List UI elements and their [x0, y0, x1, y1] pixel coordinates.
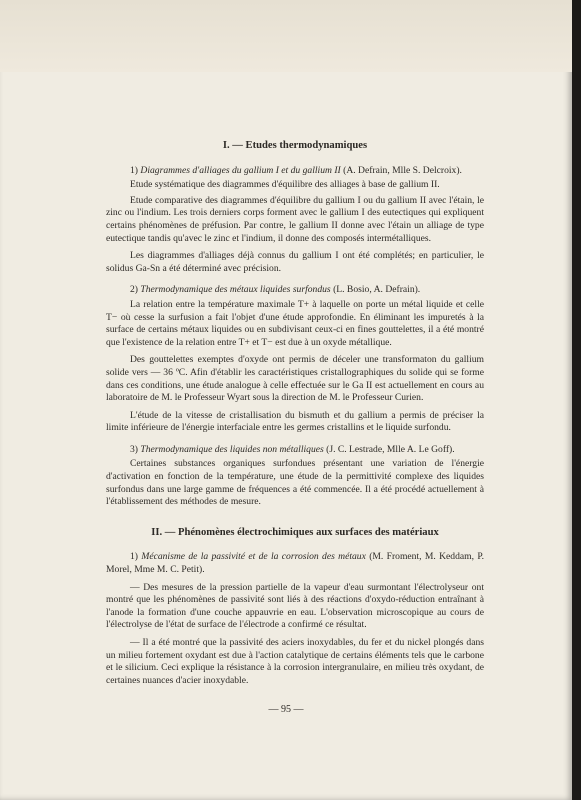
- page-number: — 95 —: [268, 704, 304, 715]
- subsection-1-2-heading: [106, 284, 484, 297]
- paragraph: Etude systématique des diagrammes d'équilibre des alliages à base de gallium II.: [130, 179, 440, 191]
- paragraph: — Des mesures de la pression partielle de la vapeur d'eau surmontant l'électrolyseur ont montré que les phénomènes de passivité sont liés à des réactions d'oxydo-réduction entraînant à l'anode la formation d'une couche appauvrie en eau. L'observation microscopique au cours de l'électrolyse de l'état de surface de l'électrode a confirmé ce résultat.: [106, 581, 484, 631]
- section-2-title: II. — Phénomènes électrochimiques aux surfaces des matériaux: [151, 526, 439, 538]
- subsection-authors: (J. C. Lestrade, Mlle A. Le Goff).: [326, 443, 455, 455]
- paragraph: Etude comparative des diagrammes d'équilibre du gallium I ou du gallium II avec l'étain, le zinc ou l'indium. Les trois derniers corps forment avec le gallium I des eutectiques qui expliquent certains phénomènes de préfusion. Par contre, le gallium II donne avec l'étain un alliage de type eutectique tandis qu'avec le zinc et l'indium, il donne des composés intermétalliques.: [106, 194, 484, 244]
- subsection-title: Mécanisme de la passivité et de la corrosion des métaux: [141, 551, 366, 563]
- subsection-title: Thermodynamique des liquides non métalliques: [140, 443, 324, 455]
- paragraph: Des gouttelettes exemptes d'oxyde ont permis de déceler une transformaton du gallium solide vers — 36 ºC. Afin d'établir les caractéristiques cristallographiques du solide qui se forme dans ces conditions, une étude analogue à celle effectuée sur le Ga II est actuellement en cours au laboratoire de M. le Professeur Wyart sous la direction de M. le Professeur Curien.: [106, 354, 484, 404]
- subsection-1-3-heading: [106, 444, 484, 457]
- subsection-1-1-heading: [106, 165, 484, 178]
- section-1-title: I. — Etudes thermodynamiques: [222, 140, 368, 151]
- text-column: [106, 140, 484, 690]
- subsection-authors: (L. Bosio, A. Defrain).: [333, 284, 421, 296]
- paragraph: — Il a été montré que la passivité des aciers inoxydables, du fer et du nickel plongés dans un milieu fortement oxydant est due à l'action catalytique de certains éléments tels que le carbone et le silicium. Ceci explique la résistance à la corrosion intergranulaire, en milieu très oxydant, de certaines nuances d'acier inoxydable.: [106, 637, 484, 686]
- subsection-title: Thermodynamique des métaux liquides surfondus: [140, 284, 331, 296]
- paragraph: La relation entre la température maximale T+ à laquelle on porte un métal liquide et celle T− où cesse la surfusion a fait l'objet d'une étude approfondie. En éliminant les impuretés à la surface de certains métaux liquides ou en subdivisant ceux-ci en fines gouttelettes, il a été montré que l'existence de la relation entre T+ et T− est due à un oxyde métallique.: [106, 298, 484, 348]
- paragraph: Les diagrammes d'alliages déjà connus du gallium I ont été complétés; en particulier, le solidus Ga-Sn a été déterminé avec précision.: [106, 250, 484, 274]
- paragraph: L'étude de la vitesse de cristallisation du bismuth et du gallium a permis de préciser la limite inférieure de l'énergie interfaciale entre les germes cristallins et le liquide surfondu.: [106, 409, 484, 434]
- subsection-number: 2): [130, 284, 138, 296]
- subsection-number: 1): [130, 551, 138, 563]
- paragraph: Certaines substances organiques surfondues présentant une variation de l'énergie d'activation en fonction de la température, une étude de la permittivité complexe des liquides surfondus dans une large gamme de fréquences a été commencée. Il a été procédé actuellement à l'établissement des méthodes de mesure.: [106, 458, 484, 508]
- subsection-title: Diagrammes d'alliages du gallium I et du gallium II: [140, 164, 341, 176]
- subsection-2-1-heading: [106, 551, 484, 576]
- subsection-authors: (A. Defrain, Mlle S. Delcroix).: [343, 164, 462, 176]
- page-top-fold: [0, 0, 572, 72]
- subsection-number: 3): [130, 443, 138, 455]
- subsection-number: 1): [130, 164, 138, 176]
- subsection-authors: (M. Froment, M. Keddam, P. Morel, Mme M. C. Petit).: [106, 551, 484, 576]
